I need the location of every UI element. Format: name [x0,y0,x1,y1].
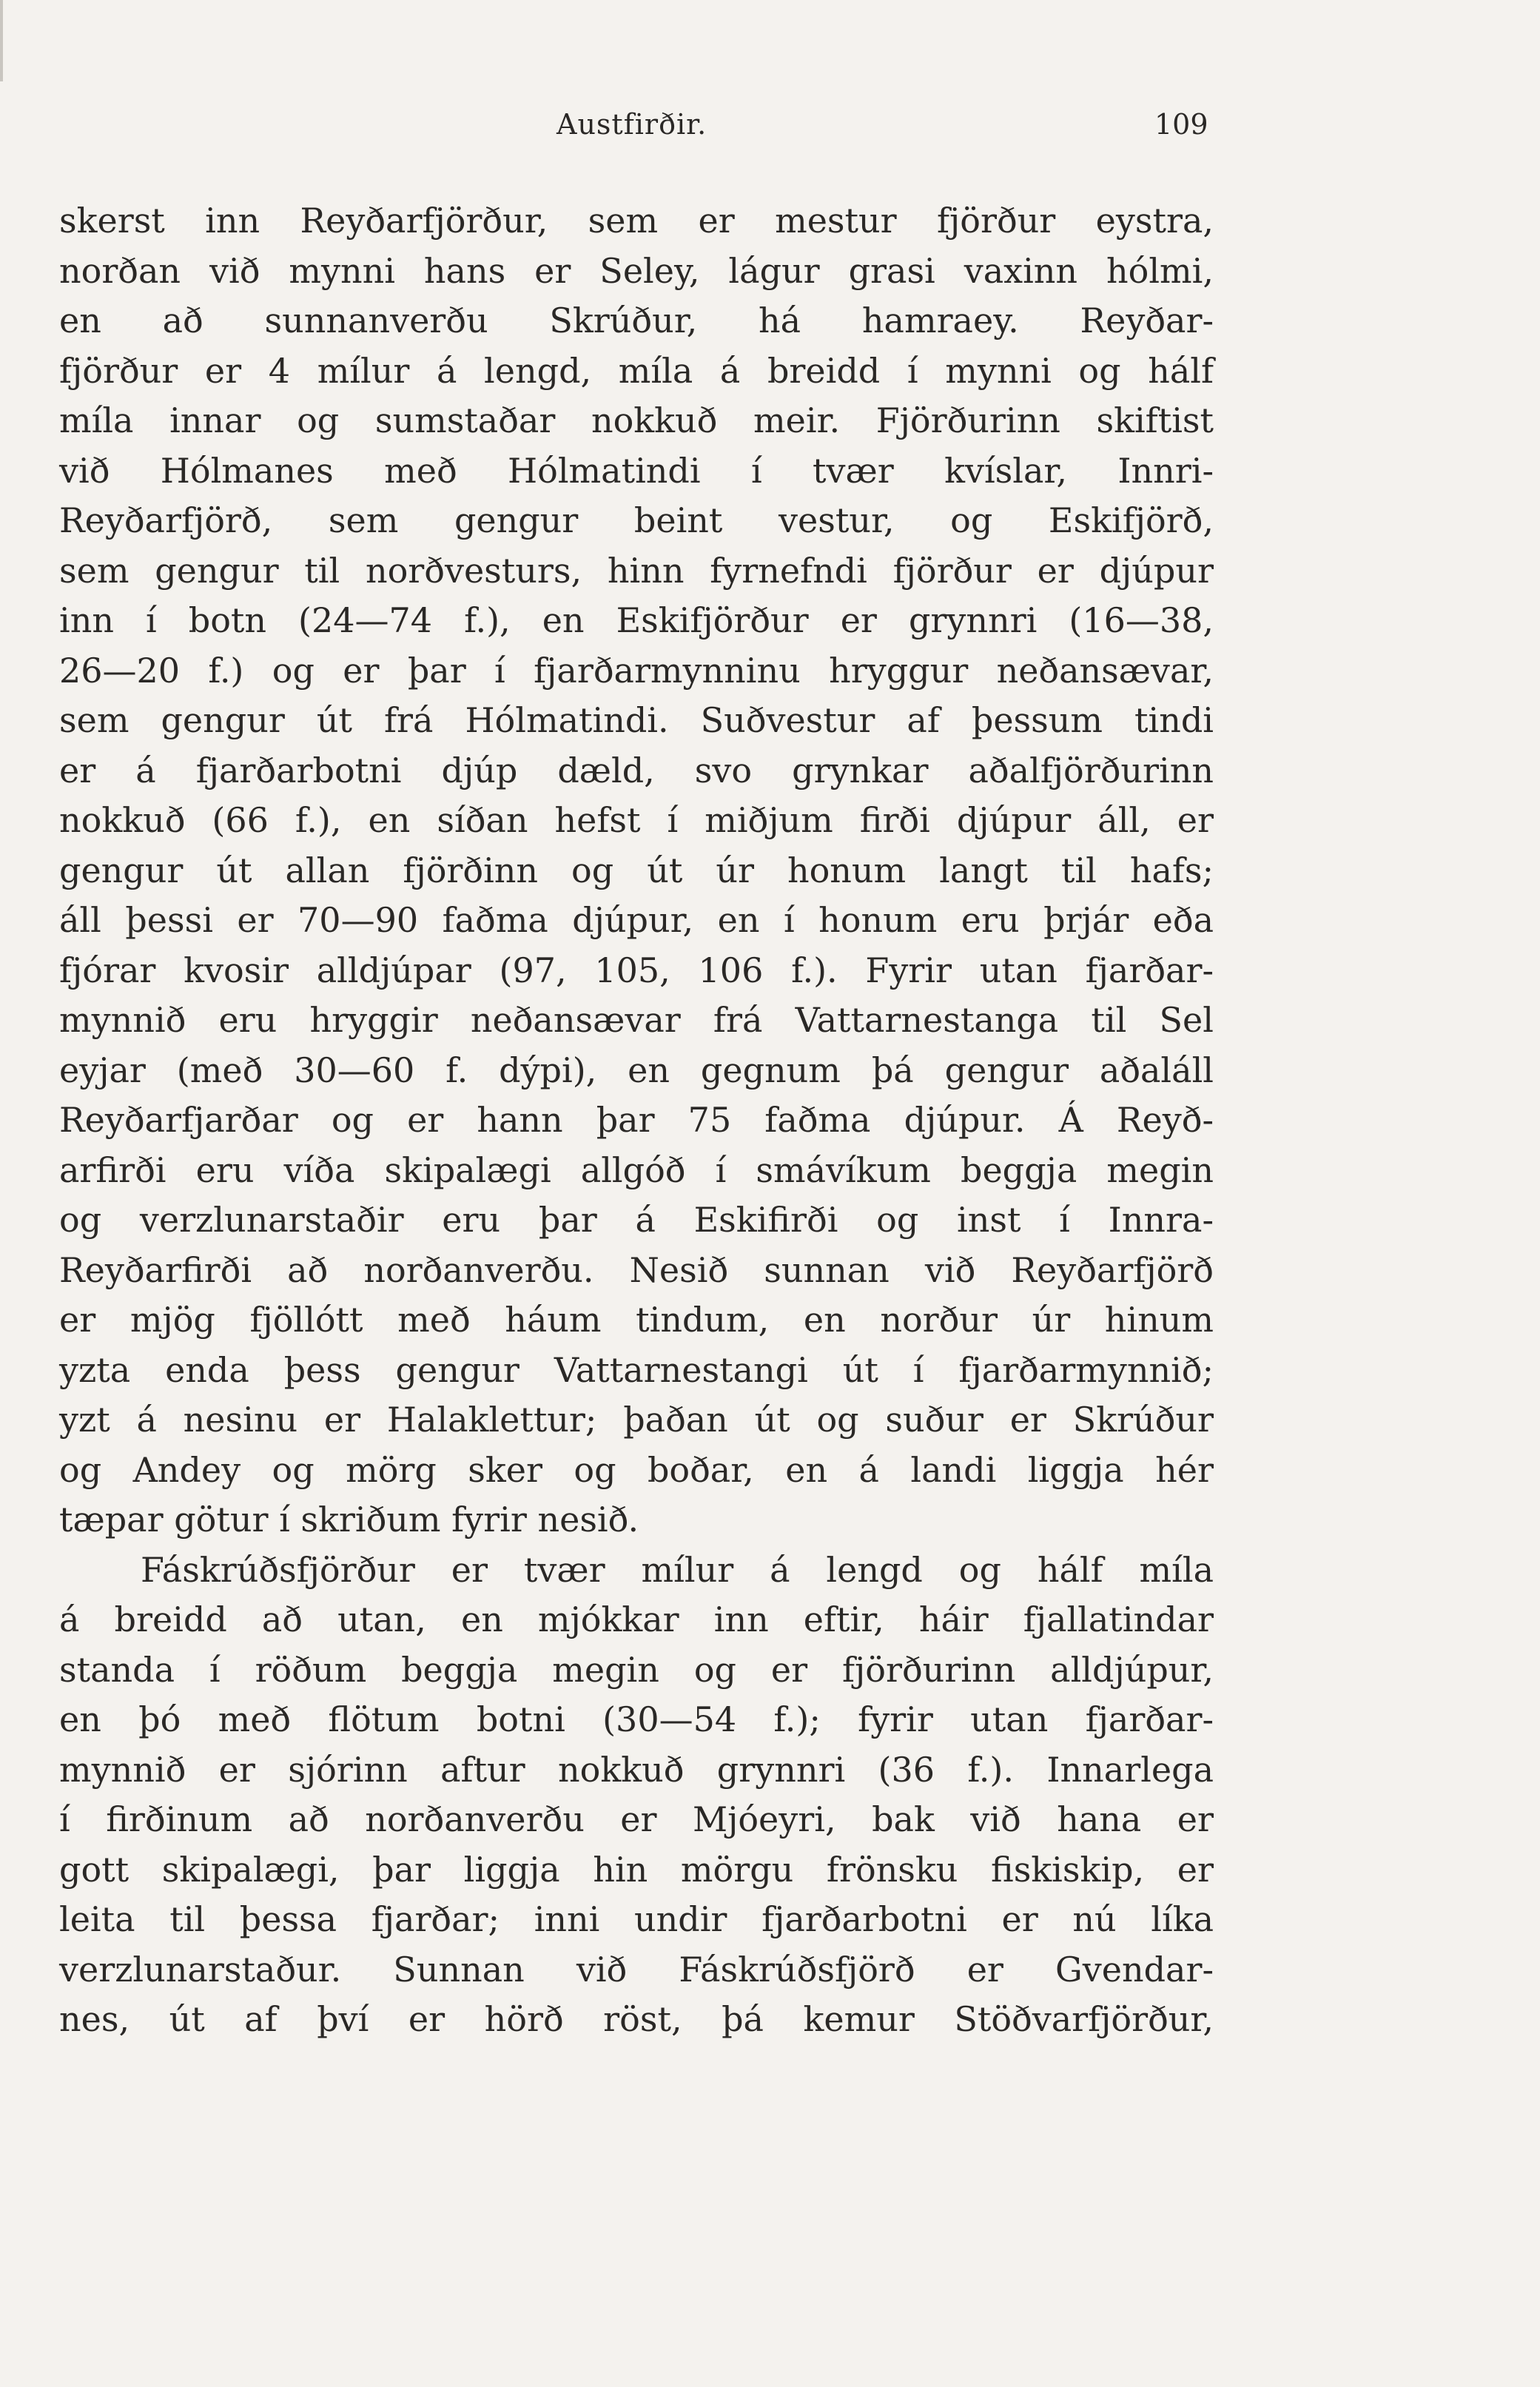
body-text [59,196,1214,2045]
text-line: en að sunnanverðu Skrúður, há hamraey. Reyðar- [59,301,1214,340]
text-line: sem gengur út frá Hólmatindi. Suðvestur af þessum tindi [59,700,1214,740]
text-line: verzlunarstaður. Sunnan við Fáskrúðsfjörð er Gvendar- [59,1949,1214,1990]
page-edge-mark [0,0,3,81]
text-line: nokkuð (66 f.), en síðan hefst í miðjum firði djúpur áll, er [59,800,1214,840]
paragraph-start-line: Fáskrúðsfjörður er tvær mílur á lengd og hálf míla [141,1549,1214,1590]
text-line: gott skipalægi, þar liggja hin mörgu frönsku fiskiskip, er [59,1849,1214,1890]
text-line: áll þessi er 70—90 faðma djúpur, en í honum eru þrjár eða [59,900,1214,940]
paragraph-end-line: tæpar götur í skriðum fyrir nesið. [59,1500,639,1540]
running-head-title: Austfirðir. [557,108,707,141]
text-line: fjörður er 4 mílur á lengd, míla á breidd í mynni og hálf [59,350,1214,391]
text-line: gengur út allan fjörðinn og út úr honum langt til hafs; [59,850,1214,890]
text-line: en þó með flötum botni (30—54 f.); fyrir utan fjarðar- [59,1699,1214,1739]
text-line: norðan við mynni hans er Seley, lágur grasi vaxinn hólmi, [59,250,1214,291]
text-line: á breidd að utan, en mjókkar inn eftir, háir fjallatindar [59,1599,1214,1639]
text-line: míla innar og sumstaðar nokkuð meir. Fjörðurinn skiftist [59,400,1214,440]
text-line: sem gengur til norðvesturs, hinn fyrnefndi fjörður er djúpur [59,550,1214,591]
text-line: við Hólmanes með Hólmatindi í tvær kvíslar, Innri- [59,450,1214,491]
text-line: yzt á nesinu er Halaklettur; þaðan út og suður er Skrúður [59,1400,1214,1440]
text-line: nes, út af því er hörð röst, þá kemur Stöðvarfjörður, [59,1999,1214,2039]
text-line: skerst inn Reyðarfjörður, sem er mestur fjörður eystra, [59,201,1214,241]
text-line: og verzlunarstaðir eru þar á Eskifirði og inst í Innra- [59,1200,1214,1240]
running-head [0,104,1540,148]
text-line: í firðinum að norðanverðu er Mjóeyri, bak við hana er [59,1799,1214,1839]
text-line: Reyðarfirði að norðanverðu. Nesið sunnan við Reyðarfjörð [59,1249,1214,1290]
text-line: er mjög fjöllótt með háum tindum, en norður úr hinum [59,1300,1214,1340]
text-line: Reyðarfjörð, sem gengur beint vestur, og Eskifjörð, [59,500,1214,540]
text-line: mynnið eru hryggir neðansævar frá Vattarnestanga til Sel [59,1000,1214,1040]
text-line: mynnið er sjórinn aftur nokkuð grynnri (36 f.). Innarlega [59,1749,1214,1790]
text-line: yzta enda þess gengur Vattarnestangi út í fjarðarmynnið; [59,1349,1214,1390]
page-number: 109 [1154,108,1208,141]
text-line: arfirði eru víða skipalægi allgóð í smávíkum beggja megin [59,1149,1214,1190]
text-line: leita til þessa fjarðar; inni undir fjarðarbotni er nú líka [59,1899,1214,1939]
text-line: Reyðarfjarðar og er hann þar 75 faðma djúpur. Á Reyð- [59,1100,1214,1140]
text-line: fjórar kvosir alldjúpar (97, 105, 106 f.). Fyrir utan fjarðar- [59,950,1214,990]
text-line: og Andey og mörg sker og boðar, en á landi liggja hér [59,1449,1214,1490]
text-line: eyjar (með 30—60 f. dýpi), en gegnum þá gengur aðaláll [59,1050,1214,1090]
text-line: er á fjarðarbotni djúp dæld, svo grynkar aðalfjörðurinn [59,750,1214,790]
text-line: inn í botn (24—74 f.), en Eskifjörður er grynnri (16—38, [59,600,1214,640]
text-line: standa í röðum beggja megin og er fjörðurinn alldjúpur, [59,1649,1214,1690]
text-line: 26—20 f.) og er þar í fjarðarmynninu hryggur neðansævar, [59,650,1214,691]
